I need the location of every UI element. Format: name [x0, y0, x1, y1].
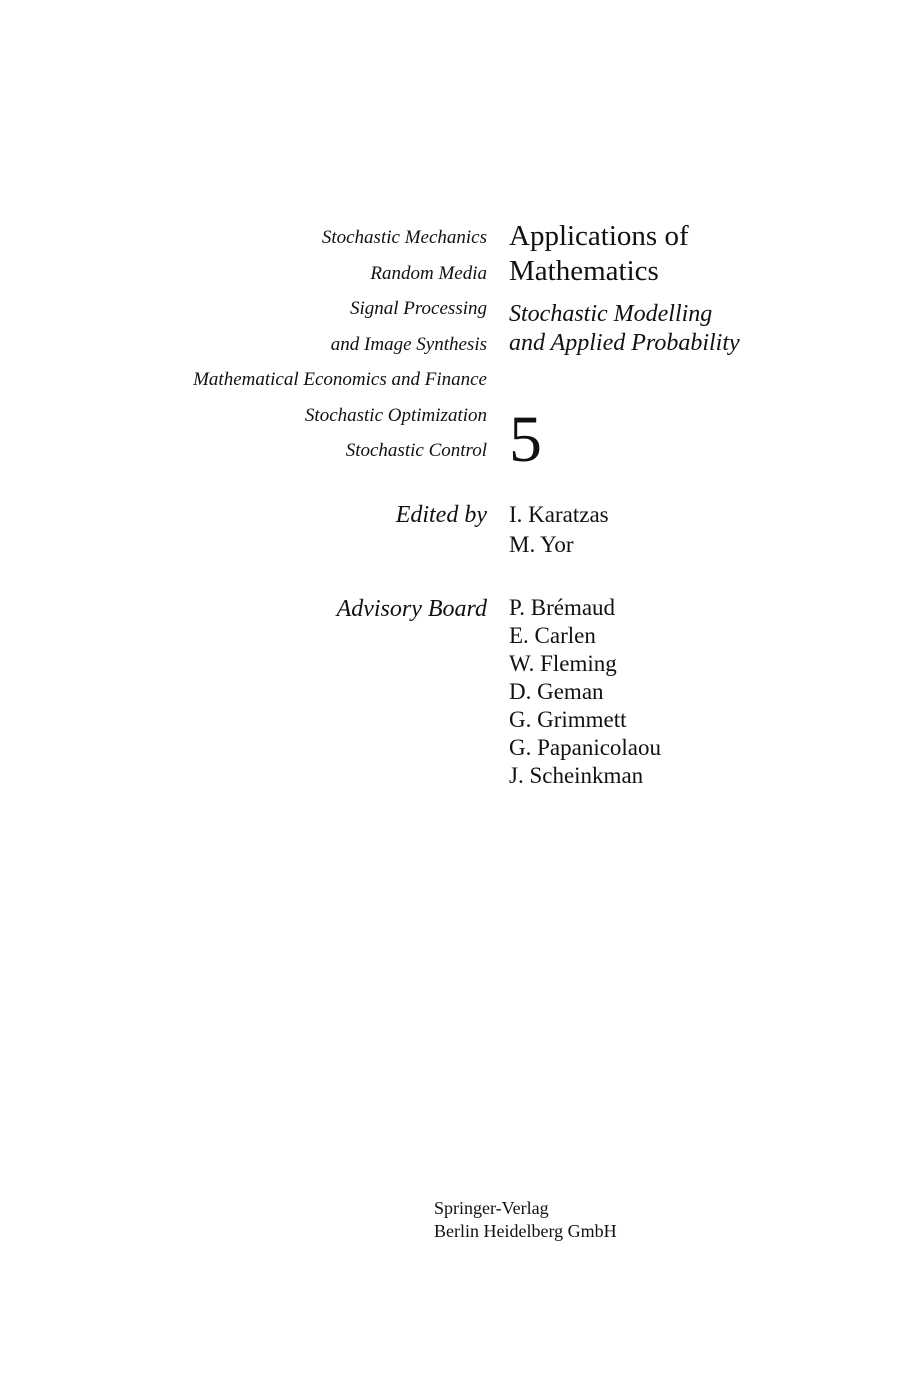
publisher-name: Springer-Verlag — [434, 1198, 549, 1218]
edited-by-label: Edited by — [395, 502, 487, 528]
topic-item: Stochastic Mechanics — [321, 227, 487, 248]
advisor-name: G. Grimmett — [509, 707, 627, 732]
advisor-name: G. Papanicolaou — [509, 735, 662, 760]
advisor-name: E. Carlen — [509, 623, 596, 648]
editor-list — [509, 500, 609, 560]
topic-item: Stochastic Control — [345, 440, 487, 461]
series-subtitle — [509, 300, 740, 358]
advisor-name: J. Scheinkman — [509, 763, 644, 788]
publisher-location: Berlin Heidelberg GmbH — [434, 1221, 617, 1241]
topic-item: Signal Processing — [349, 298, 487, 319]
advisor-name: D. Geman — [509, 679, 604, 704]
topic-item: Stochastic Optimization — [304, 404, 487, 426]
series-subtitle-line: Stochastic Modelling — [509, 301, 713, 327]
advisory-board-list — [509, 594, 661, 790]
topic-list — [193, 220, 487, 469]
series-title — [509, 219, 689, 289]
publisher-imprint — [434, 1197, 617, 1243]
editor-name: M. Yor — [509, 532, 574, 557]
topic-item: Random Media — [370, 262, 487, 284]
topic-item: Mathematical Economics and Finance — [193, 369, 487, 390]
volume-number: 5 — [509, 403, 542, 476]
series-title-line: Mathematics — [509, 255, 659, 287]
topic-item: and Image Synthesis — [330, 333, 487, 355]
advisor-name: W. Fleming — [509, 651, 617, 676]
advisory-board-label: Advisory Board — [336, 596, 487, 622]
advisor-name: P. Brémaud — [509, 595, 616, 620]
series-subtitle-line: and Applied Probability — [509, 330, 740, 356]
series-title-line: Applications of — [509, 220, 689, 252]
editor-name: I. Karatzas — [509, 502, 609, 527]
